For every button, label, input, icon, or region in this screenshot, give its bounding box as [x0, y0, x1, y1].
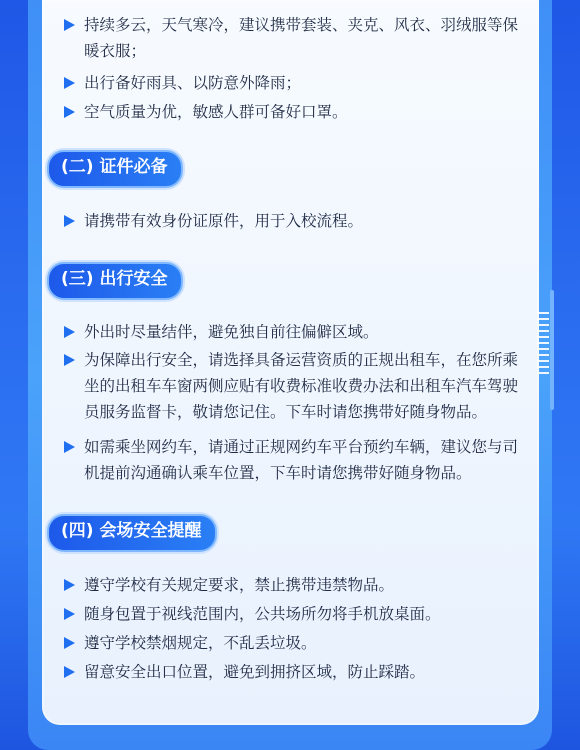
list-item-text: 持续多云，天气寒冷，建议携带套装、夹克、风衣、羽绒服等保暖衣服；	[84, 16, 519, 60]
list-item	[64, 99, 524, 125]
list-item-text: 留意安全出口位置，避免到拥挤区域，防止踩踏。	[84, 663, 426, 681]
triangle-bullet-icon	[64, 608, 75, 620]
list-item	[64, 434, 524, 486]
list-item-text: 出行备好雨具、以防意外降雨；	[84, 74, 302, 92]
triangle-bullet-icon	[64, 106, 75, 118]
section-heading-travel-safety: (三) 出行安全	[47, 262, 183, 300]
triangle-bullet-icon	[64, 326, 75, 338]
list-item	[64, 70, 524, 96]
list-item-text: 为保障出行安全，请选择具备运营资质的正规出租车，在您所乘坐的出租车车窗两侧应贴有收费标准收费办法和出租车汽车驾驶员服务监督卡，敬请您记住。下车时请您携带好随身物品。	[84, 351, 519, 421]
section-heading-venue-safety: (四) 会场安全提醒	[47, 514, 217, 552]
triangle-bullet-icon	[64, 441, 75, 453]
triangle-bullet-icon	[64, 19, 75, 31]
list-item-text: 随身包置于视线范围内，公共场所勿将手机放桌面。	[84, 605, 441, 623]
list-item-text: 遵守学校有关规定要求，禁止携带违禁物品。	[84, 576, 395, 594]
list-item-text: 如需乘坐网约车，请通过正规网约车平台预约车辆，建议您与司机提前沟通确认乘车位置，下车时请您携带好随身物品。	[84, 438, 519, 482]
list-item	[64, 659, 524, 685]
triangle-bullet-icon	[64, 579, 75, 591]
triangle-bullet-icon	[64, 354, 75, 366]
list-item	[64, 319, 524, 345]
triangle-bullet-icon	[64, 215, 75, 227]
list-item-text: 遵守学校禁烟规定，不乱丢垃圾。	[84, 634, 317, 652]
list-item	[64, 630, 524, 656]
list-item-text: 空气质量为优，敏感人群可备好口罩。	[84, 103, 348, 121]
side-stripes-decoration	[537, 312, 549, 378]
section-heading-documents: (二) 证件必备	[47, 150, 183, 188]
triangle-bullet-icon	[64, 666, 75, 678]
side-notch-decoration	[550, 290, 554, 410]
list-item	[64, 601, 524, 627]
triangle-bullet-icon	[64, 77, 75, 89]
list-item	[64, 347, 524, 425]
list-item	[64, 12, 524, 64]
list-item-text: 外出时尽量结伴，避免独自前往偏僻区域。	[84, 323, 379, 341]
list-item	[64, 208, 524, 234]
list-item-text: 请携带有效身份证原件，用于入校流程。	[84, 212, 364, 230]
triangle-bullet-icon	[64, 637, 75, 649]
list-item	[64, 572, 524, 598]
